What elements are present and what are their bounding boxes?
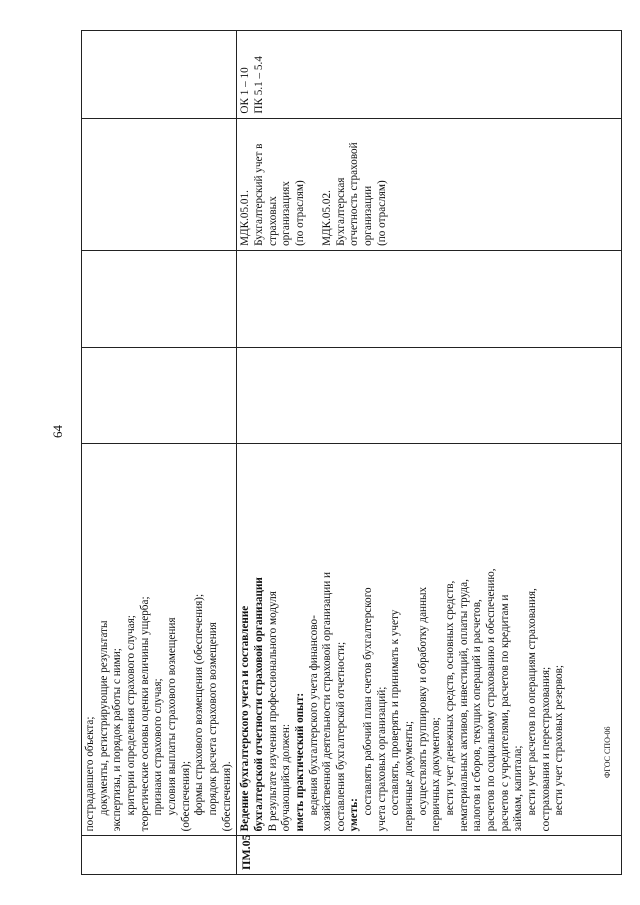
text-line: Ведение бухгалтерского учета и составление <box>239 605 252 832</box>
text-line: отчетность страховой <box>348 142 361 246</box>
code-cell <box>82 836 237 875</box>
text-line: документы, регистрирующие результаты <box>97 620 110 816</box>
text-line: первичных документов; <box>430 717 443 832</box>
text-line: хозяйственной деятельности страховой организации и <box>321 572 334 832</box>
text-line: условия выплаты страхового возмещения <box>165 617 178 816</box>
text-line: В результате изучения профессионального модуля <box>266 591 279 832</box>
text-line: теоретические основы оценки величины ущерба; <box>138 596 151 832</box>
text-line: налогов и сборов, текущих операций и расчетов, <box>471 599 484 832</box>
hours-cell <box>237 250 622 347</box>
text-line: учета страховых организаций; <box>375 686 388 832</box>
ok-lines <box>239 35 266 114</box>
mdk-cell <box>82 118 237 250</box>
text-line: Бухгалтерский учет в <box>252 143 265 246</box>
competency-cell <box>82 31 237 119</box>
main-lines <box>239 448 567 831</box>
table-row <box>237 31 622 875</box>
main-content-cell <box>237 444 622 836</box>
text-line: уметь: <box>348 798 361 832</box>
text-line: ПК 5.1 – 5.4 <box>252 56 265 114</box>
competency-cell <box>237 31 622 119</box>
text-line: расчетов по социальному страхованию и обеспечению, <box>485 568 498 832</box>
code-cell: ПМ.05 <box>237 836 622 875</box>
text-line: ведения бухгалтерского учета финансово- <box>307 615 320 816</box>
main-lines <box>84 448 234 831</box>
text-line: вести учет расчетов по операциям страхования, <box>526 588 538 816</box>
text-line: страховых <box>266 196 279 246</box>
text-line: Бухгалтерская <box>334 177 347 246</box>
text-line: критерии определения страхового случая; <box>124 615 137 816</box>
text-line: МДК.05.01. <box>239 190 252 246</box>
text-line: осуществлять группировку и обработку данных <box>416 586 429 816</box>
text-line <box>308 123 322 246</box>
text-line: первичные документы; <box>403 721 416 832</box>
text-line: бухгалтерской отчетности страховой организации <box>252 577 265 832</box>
hours-cell <box>82 347 237 444</box>
hours-cell <box>237 347 622 444</box>
mdk-lines <box>239 123 389 246</box>
text-line: составлять рабочий план счетов бухгалтерского <box>362 587 375 816</box>
text-line: сострахования и перестрахования; <box>539 666 552 832</box>
text-line: обучающийся должен: <box>280 724 293 832</box>
text-line: составлять, проверять и принимать к учету <box>389 609 402 816</box>
text-line: (обеспечения). <box>220 761 233 832</box>
text-line: вести учет денежных средств, основных средств, <box>444 580 457 816</box>
text-line: формы страхового возмещения (обеспечения); <box>193 593 206 816</box>
main-content-cell <box>82 444 237 836</box>
rotated-table-container <box>81 30 611 875</box>
page-number: 64 <box>50 425 65 438</box>
text-line: расчетов с учредителями, расчетов по кредитам и <box>498 594 511 832</box>
table-row <box>82 31 237 875</box>
text-line: вести учет страховых резервов; <box>553 664 566 816</box>
text-line: МДК.05.02. <box>321 190 334 246</box>
text-line: составления бухгалтерской отчетности; <box>334 641 347 832</box>
competency-table <box>81 30 622 875</box>
text-line: иметь практический опыт: <box>293 692 306 832</box>
mdk-cell <box>237 118 622 250</box>
text-line: ОК 1 – 10 <box>239 67 252 114</box>
text-line: экспертизы, и порядок работы с ними; <box>111 648 124 832</box>
text-line: порядок расчета страхового возмещения <box>206 622 219 816</box>
text-line: организации <box>362 185 375 246</box>
footer-code: ФГОС СПО-06 <box>603 726 612 778</box>
text-line: признаки страхового случая; <box>152 678 165 816</box>
text-line: (по отраслям) <box>293 180 306 246</box>
text-line: пострадавшего объекта; <box>84 716 96 832</box>
hours-cell <box>82 250 237 347</box>
text-line: нематериальных активов, инвестиций, оплаты труда, <box>457 579 470 832</box>
text-line: (обеспечения); <box>179 761 192 832</box>
text-line: (по отраслям) <box>375 180 388 246</box>
text-line: займам, капитала; <box>512 745 525 832</box>
text-line: организациях <box>280 181 293 246</box>
